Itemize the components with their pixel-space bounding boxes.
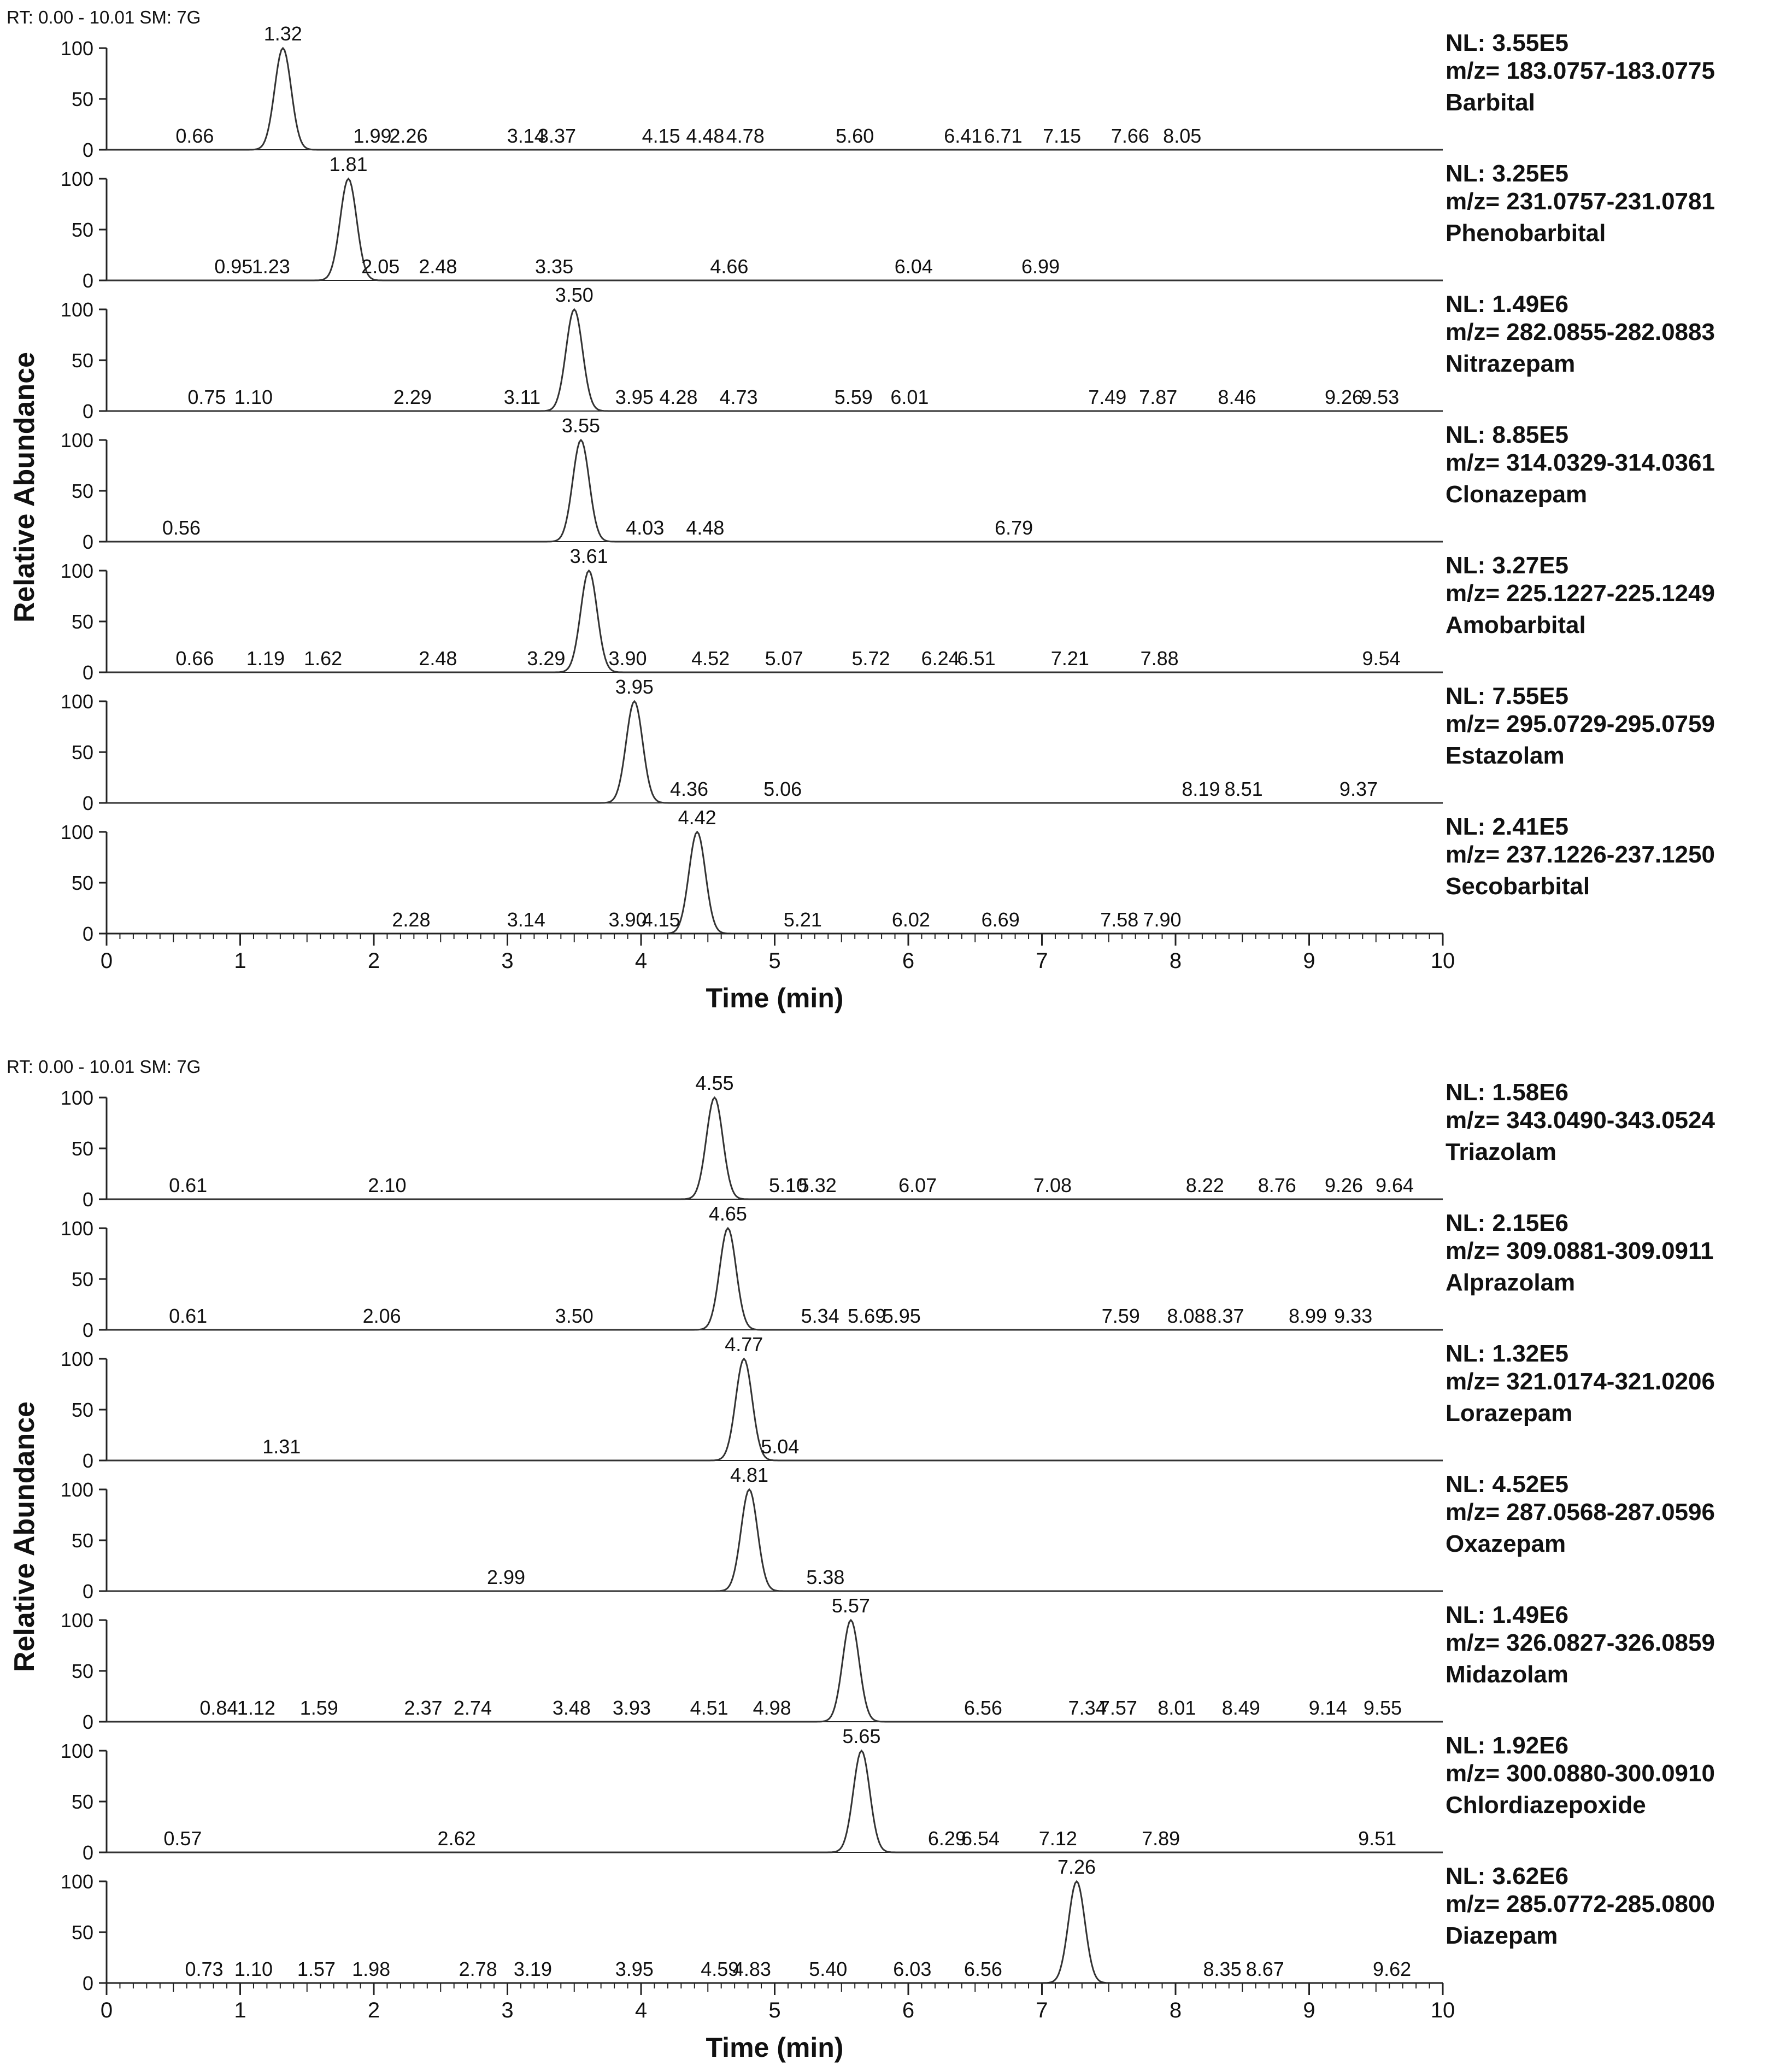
normalization-level: NL: 3.25E5 [1446,160,1568,187]
y-tick-label: 0 [82,1580,93,1603]
run-header: RT: 0.00 - 10.01 SM: 7G [7,7,201,27]
retention-time-label: 5.04 [761,1435,800,1458]
compound-name: Triazolam [1446,1139,1556,1165]
retention-time-label: 4.83 [732,1958,771,1980]
y-tick-label: 0 [82,1711,93,1733]
retention-time-label: 1.98 [352,1958,391,1980]
y-tick-label: 100 [60,1609,93,1632]
normalization-level: NL: 8.85E5 [1446,421,1568,448]
retention-time-label: 8.05 [1163,125,1202,147]
x-tick-label: 1 [234,949,246,973]
retention-time-label: 4.36 [669,778,709,800]
retention-time-label: 7.08 [1033,1174,1072,1196]
retention-time-label: 0.61 [169,1174,208,1196]
y-tick-label: 0 [82,1972,93,1994]
retention-time-label: 8.01 [1158,1697,1196,1719]
y-tick-label: 0 [82,1841,93,1864]
normalization-level: NL: 1.92E6 [1446,1732,1568,1759]
retention-time-label: 1.23 [251,255,290,278]
chromatogram-trace [107,48,1443,150]
y-tick-label: 50 [71,1791,93,1813]
mz-range: m/z= 285.0772-285.0800 [1446,1891,1715,1917]
mz-range: m/z= 237.1226-237.1250 [1446,841,1715,868]
mz-range: m/z= 300.0880-300.0910 [1446,1760,1715,1787]
retention-time-label: 3.19 [513,1958,552,1980]
compound-name: Secobarbital [1446,873,1590,900]
retention-time-label: 8.22 [1185,1174,1224,1196]
x-tick-label: 7 [1036,949,1048,973]
run-header: RT: 0.00 - 10.01 SM: 7G [7,1057,201,1077]
retention-time-label: 8.37 [1206,1305,1244,1327]
compound-name: Clonazepam [1446,481,1588,508]
retention-time-label: 2.48 [419,647,457,670]
retention-time-label: 3.14 [507,908,545,931]
y-tick-label: 0 [82,139,93,161]
compound-name: Alprazolam [1446,1269,1576,1296]
retention-time-label: 7.59 [1101,1305,1140,1327]
retention-time-label: 9.54 [1362,647,1401,670]
compound-name: Midazolam [1446,1661,1568,1688]
peak-apex-label: 3.61 [569,545,608,567]
x-tick-label: 5 [768,1998,781,2022]
normalization-level: NL: 3.62E6 [1446,1863,1568,1890]
retention-time-label: 2.99 [487,1566,526,1588]
retention-time-label: 5.60 [836,125,874,147]
retention-time-label: 4.15 [642,908,680,931]
normalization-level: NL: 2.15E6 [1446,1210,1568,1236]
y-tick-label: 50 [71,611,93,633]
compound-name: Oxazepam [1446,1530,1566,1557]
y-tick-label: 0 [82,792,93,814]
y-tick-label: 0 [82,1319,93,1341]
retention-time-label: 4.66 [710,255,749,278]
y-tick-label: 100 [60,821,93,843]
x-tick-label: 10 [1430,1998,1455,2022]
retention-time-label: 0.75 [187,386,226,408]
retention-time-label: 3.50 [555,1305,594,1327]
retention-time-label: 2.48 [419,255,457,278]
y-tick-label: 50 [71,1529,93,1552]
retention-time-label: 1.10 [234,386,273,408]
retention-time-label: 3.95 [615,386,654,408]
normalization-level: NL: 3.55E5 [1446,30,1568,56]
retention-time-label: 6.01 [890,386,929,408]
retention-time-label: 3.93 [612,1697,651,1719]
y-tick-label: 0 [82,400,93,423]
retention-time-label: 6.99 [1021,255,1060,278]
normalization-level: NL: 2.41E5 [1446,813,1568,840]
chromatogram-trace [107,179,1443,280]
retention-time-label: 6.04 [894,255,933,278]
retention-time-label: 6.71 [984,125,1023,147]
retention-time-label: 4.78 [726,125,765,147]
y-axis-title: Relative Abundance [9,351,40,623]
retention-time-label: 6.03 [893,1958,932,1980]
retention-time-label: 1.59 [299,1697,338,1719]
y-tick-label: 50 [71,1660,93,1682]
retention-time-label: 7.57 [1098,1697,1137,1719]
retention-time-label: 7.66 [1111,125,1149,147]
retention-time-label: 9.62 [1373,1958,1412,1980]
y-tick-label: 50 [71,349,93,372]
y-tick-label: 50 [71,741,93,764]
retention-time-label: 3.95 [615,1958,654,1980]
compound-name: Lorazepam [1446,1400,1573,1427]
y-tick-label: 100 [60,1870,93,1893]
retention-time-label: 5.72 [851,647,890,670]
retention-time-label: 6.56 [963,1958,1002,1980]
y-tick-label: 50 [71,872,93,894]
x-tick-label: 8 [1169,1998,1182,2022]
retention-time-label: 9.64 [1375,1174,1414,1196]
retention-time-label: 8.49 [1221,1697,1260,1719]
x-tick-label: 9 [1303,1998,1315,2022]
retention-time-label: 6.07 [898,1174,937,1196]
retention-time-label: 3.37 [537,125,577,147]
retention-time-label: 9.14 [1308,1697,1347,1719]
retention-time-label: 3.90 [608,908,647,931]
x-tick-label: 0 [100,1998,113,2022]
y-tick-label: 50 [71,1268,93,1290]
compound-name: Nitrazepam [1446,350,1576,377]
x-tick-label: 10 [1430,949,1455,973]
y-tick-label: 50 [71,1399,93,1421]
retention-time-label: 8.35 [1203,1958,1242,1980]
retention-time-label: 9.26 [1325,386,1364,408]
x-tick-label: 0 [100,949,113,973]
y-tick-label: 100 [60,168,93,190]
retention-time-label: 5.34 [801,1305,839,1327]
retention-time-label: 1.19 [246,647,285,670]
x-tick-label: 1 [234,1998,246,2022]
retention-time-label: 3.14 [507,125,545,147]
peak-apex-label: 7.26 [1057,1856,1096,1878]
mz-range: m/z= 225.1227-225.1249 [1446,580,1715,607]
retention-time-label: 8.19 [1182,778,1220,800]
retention-time-label: 0.61 [169,1305,208,1327]
mz-range: m/z= 295.0729-295.0759 [1446,711,1715,737]
y-axis-title: Relative Abundance [9,1401,40,1673]
normalization-level: NL: 1.32E5 [1446,1340,1568,1367]
retention-time-label: 9.37 [1339,778,1378,800]
retention-time-label: 2.78 [459,1958,497,1980]
retention-time-label: 0.95 [214,255,253,278]
retention-time-label: 5.07 [765,647,803,670]
compound-name: Amobarbital [1446,612,1586,638]
retention-time-label: 7.34 [1068,1697,1107,1719]
y-tick-label: 0 [82,269,93,292]
x-tick-label: 4 [634,949,648,973]
normalization-level: NL: 1.49E6 [1446,291,1568,318]
compound-name: Diazepam [1446,1922,1558,1949]
peak-apex-label: 4.42 [678,806,716,829]
retention-time-label: 9.26 [1325,1174,1364,1196]
retention-time-label: 2.10 [368,1174,407,1196]
x-tick-label: 3 [501,949,514,973]
peak-apex-label: 3.50 [555,284,594,306]
compound-name: Estazolam [1446,742,1565,769]
retention-time-label: 6.24 [921,647,960,670]
y-tick-label: 0 [82,1450,93,1472]
retention-time-label: 5.40 [809,1958,848,1980]
y-tick-label: 0 [82,923,93,945]
retention-time-label: 3.48 [552,1697,591,1719]
x-tick-label: 6 [902,1998,915,2022]
retention-time-label: 2.74 [453,1697,492,1719]
peak-apex-label: 3.55 [561,414,601,437]
retention-time-label: 8.76 [1258,1174,1296,1196]
peak-apex-label: 4.77 [725,1333,763,1356]
retention-time-label: 3.11 [503,386,541,408]
retention-time-label: 4.48 [686,125,725,147]
y-tick-label: 100 [60,429,93,451]
retention-time-label: 4.28 [659,386,698,408]
retention-time-label: 7.49 [1088,386,1127,408]
retention-time-label: 5.06 [763,778,802,800]
x-axis-title: Time (min) [706,983,844,1013]
peak-apex-label: 3.95 [615,676,654,698]
retention-time-label: 6.54 [961,1827,1000,1850]
y-tick-label: 0 [82,661,93,684]
retention-time-label: 1.99 [353,125,392,147]
y-tick-label: 50 [71,480,93,502]
retention-time-label: 1.31 [262,1435,301,1458]
x-tick-label: 2 [367,1998,380,2022]
retention-time-label: 9.53 [1361,386,1400,408]
retention-time-label: 8.99 [1289,1305,1327,1327]
retention-time-label: 2.06 [362,1305,401,1327]
retention-time-label: 5.95 [882,1305,921,1327]
retention-time-label: 5.32 [798,1174,837,1196]
y-tick-label: 100 [60,560,93,582]
retention-time-label: 7.15 [1043,125,1082,147]
peak-apex-label: 1.32 [263,22,302,45]
retention-time-label: 4.15 [642,125,680,147]
retention-time-label: 4.59 [701,1958,739,1980]
mz-range: m/z= 314.0329-314.0361 [1446,449,1715,476]
mz-range: m/z= 326.0827-326.0859 [1446,1629,1715,1656]
y-tick-label: 0 [82,1188,93,1211]
retention-time-label: 2.62 [437,1827,476,1850]
mz-range: m/z= 343.0490-343.0524 [1446,1107,1715,1134]
y-tick-label: 50 [71,1137,93,1160]
retention-time-label: 9.51 [1358,1827,1397,1850]
retention-time-label: 5.59 [834,386,873,408]
retention-time-label: 7.21 [1050,647,1089,670]
normalization-level: NL: 1.58E6 [1446,1079,1568,1106]
retention-time-label: 2.29 [393,386,432,408]
chromatogram-trace [107,832,1443,934]
retention-time-label: 7.87 [1139,386,1178,408]
mz-range: m/z= 282.0855-282.0883 [1446,319,1715,345]
retention-time-label: 6.02 [891,908,930,931]
retention-time-label: 7.12 [1038,1827,1077,1850]
retention-time-label: 3.90 [608,647,647,670]
retention-time-label: 1.10 [234,1958,273,1980]
y-tick-label: 50 [71,219,93,241]
x-tick-label: 5 [768,949,781,973]
retention-time-label: 7.88 [1140,647,1179,670]
peak-apex-label: 4.55 [695,1072,734,1094]
retention-time-label: 4.48 [686,517,725,539]
normalization-level: NL: 4.52E5 [1446,1471,1568,1498]
retention-time-label: 6.29 [927,1827,966,1850]
retention-time-label: 1.62 [304,647,343,670]
retention-time-label: 0.66 [175,125,214,147]
retention-time-label: 0.84 [199,1697,238,1719]
chromatogram-trace [107,1751,1443,1852]
retention-time-label: 6.56 [963,1697,1002,1719]
y-tick-label: 100 [60,1348,93,1370]
retention-time-label: 4.03 [626,517,665,539]
retention-time-label: 8.08 [1167,1305,1206,1327]
retention-time-label: 1.12 [237,1697,275,1719]
x-tick-label: 6 [902,949,915,973]
mz-range: m/z= 231.0757-231.0781 [1446,188,1715,215]
retention-time-label: 3.35 [535,255,574,278]
retention-time-label: 5.38 [806,1566,845,1588]
retention-time-label: 5.21 [783,908,822,931]
retention-time-label: 9.55 [1363,1697,1402,1719]
retention-time-label: 0.73 [185,1958,224,1980]
peak-apex-label: 5.57 [831,1594,870,1617]
retention-time-label: 2.37 [404,1697,443,1719]
x-tick-label: 7 [1036,1998,1048,2022]
retention-time-label: 7.58 [1100,908,1139,931]
compound-name: Chlordiazepoxide [1446,1792,1646,1818]
chromatogram-trace [107,440,1443,542]
y-tick-label: 0 [82,531,93,553]
x-tick-label: 2 [367,949,380,973]
mz-range: m/z= 321.0174-321.0206 [1446,1368,1715,1395]
y-tick-label: 100 [60,1479,93,1501]
retention-time-label: 2.28 [392,908,431,931]
retention-time-label: 0.56 [162,517,201,539]
mz-range: m/z= 287.0568-287.0596 [1446,1499,1715,1526]
peak-apex-label: 4.65 [708,1202,747,1225]
retention-time-label: 0.57 [163,1827,202,1850]
retention-time-label: 4.98 [753,1697,791,1719]
retention-time-label: 8.46 [1218,386,1256,408]
y-tick-label: 100 [60,298,93,321]
y-tick-label: 100 [60,37,93,60]
retention-time-label: 6.69 [981,908,1020,931]
y-tick-label: 100 [60,1217,93,1240]
retention-time-label: 4.73 [719,386,758,408]
y-tick-label: 50 [71,88,93,110]
retention-time-label: 2.05 [361,255,400,278]
retention-time-label: 8.51 [1224,778,1263,800]
retention-time-label: 6.51 [957,647,996,670]
y-tick-label: 100 [60,1740,93,1762]
retention-time-label: 9.33 [1334,1305,1373,1327]
y-tick-label: 100 [60,1087,93,1109]
y-tick-label: 50 [71,1921,93,1944]
retention-time-label: 5.69 [848,1305,886,1327]
x-tick-label: 8 [1169,949,1182,973]
mz-range: m/z= 309.0881-309.0911 [1446,1237,1714,1264]
peak-apex-label: 5.65 [842,1725,881,1747]
retention-time-label: 0.66 [175,647,214,670]
retention-time-label: 7.90 [1143,908,1182,931]
retention-time-label: 7.89 [1142,1827,1180,1850]
normalization-level: NL: 1.49E6 [1446,1601,1568,1628]
peak-apex-label: 1.81 [329,153,368,175]
retention-time-label: 4.51 [690,1697,728,1719]
retention-time-label: 1.57 [297,1958,336,1980]
chromatogram-trace [107,1489,1443,1591]
x-axis-title: Time (min) [706,2032,844,2063]
normalization-level: NL: 7.55E5 [1446,683,1568,709]
retention-time-label: 5.10 [768,1174,807,1196]
normalization-level: NL: 3.27E5 [1446,552,1568,579]
x-tick-label: 4 [634,1998,648,2022]
x-tick-label: 9 [1303,949,1315,973]
retention-time-label: 8.67 [1245,1958,1284,1980]
peak-apex-label: 4.81 [730,1464,769,1486]
compound-name: Barbital [1446,89,1535,116]
y-tick-label: 100 [60,690,93,713]
retention-time-label: 6.41 [944,125,983,147]
compound-name: Phenobarbital [1446,220,1606,247]
retention-time-label: 2.26 [389,125,428,147]
retention-time-label: 3.29 [527,647,566,670]
retention-time-label: 6.79 [995,517,1033,539]
x-tick-label: 3 [501,1998,514,2022]
retention-time-label: 4.52 [691,647,730,670]
mz-range: m/z= 183.0757-183.0775 [1446,57,1715,84]
